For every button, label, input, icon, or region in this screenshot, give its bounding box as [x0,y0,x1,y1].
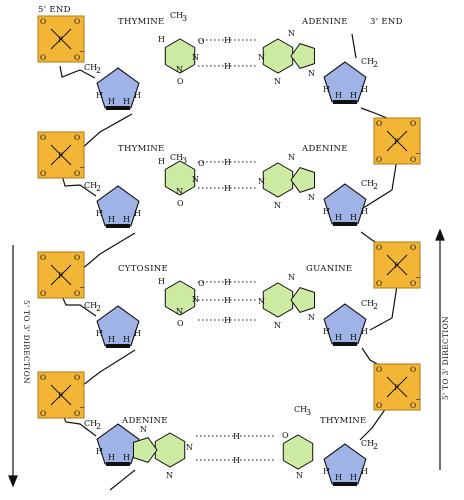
ch2-group: CH [361,439,375,448]
sugar-hydrogen: H [335,91,342,100]
ch2-group: CH [84,301,98,310]
hydrogen-bond-2 [198,62,256,71]
oxygen-atom: O [74,253,81,262]
sugar-hydrogen: H [134,329,141,338]
sugar-hydrogen: H [335,473,342,482]
base-ring-thymine-row4 [283,435,312,469]
svg-text:3: 3 [306,408,312,417]
phosphorus-atom: P [58,271,64,280]
phosphate-group-left-1 [38,16,85,62]
nitrogen-atom: N [308,69,315,78]
sugar-hydrogen: H [134,209,141,218]
hydrogen-bond-6 [198,296,256,305]
phosphate-group-left-2 [38,132,85,178]
hydrogen-bonds [196,36,276,465]
nitrogen-atom: N [140,425,147,434]
sugar-hydrogen: H [361,327,368,336]
ch2-subscript: 2 [96,184,102,193]
base-label-row2-left: THYMINE [118,144,165,154]
oxygen-atom: O [40,289,47,298]
oxygen-atom: O [40,253,47,262]
phosphorus-atom: P [58,151,64,160]
base-label-row2-right: ADENINE [302,144,348,154]
ch2-subscript: 2 [96,66,102,75]
ch2-group: CH [361,179,375,188]
oxygen-atom: O [177,199,184,208]
sugar-hydrogen: H [361,207,368,216]
sugar-ring-left-1 [84,63,141,108]
ch2-subscript: 2 [373,60,379,69]
phosphorus-atom: P [394,137,400,146]
ch2-group: CH [361,57,375,66]
phosphate-group-left-4 [38,372,85,418]
phosphorus-atom: P [394,383,400,392]
sugar-hydrogen: H [108,453,115,462]
ch2-subscript: 2 [373,182,379,191]
oxygen-atom: O [177,319,184,328]
oxygen-atom: O [74,373,81,382]
sugar-hydrogen: H [96,91,103,100]
charge-minus: − [79,47,86,56]
svg-text:3: 3 [182,14,188,23]
hydrogen-bond-8 [196,432,276,441]
oxygen-atom: O [74,133,81,142]
nitrogen-atom: N [274,201,281,210]
sugar-hydrogen: H [96,329,103,338]
nitrogen-atom: N [166,471,173,480]
nitrogen-atom: N [308,193,315,202]
sugar-hydrogen: H [335,333,342,342]
phosphorus-atom: P [58,391,64,400]
methyl-group-row4 [294,405,311,417]
hydrogen-bond-3 [198,158,256,167]
base-label-row1-left: THYMINE [118,17,165,27]
oxygen-atom: O [376,155,383,164]
bond-hydrogen: H [224,36,231,45]
oxygen-atom: O [410,279,417,288]
sugar-hydrogen: H [335,213,342,222]
bond-hydrogen: H [224,278,231,287]
phosphorus-atom: P [58,35,64,44]
phosphate-group-left-3 [38,252,85,298]
ch2-subscript: 2 [96,422,102,431]
base-ring-adenine-row2-imidazole [291,168,315,193]
base-ring-adenine-row1 [263,39,292,73]
left-direction-arrow [9,245,17,486]
charge-minus: − [79,283,86,292]
oxygen-atom: O [376,243,383,252]
hydrogen-bond-4 [198,184,256,193]
nitrogen-atom: N [274,77,281,86]
sugar-ring-right-3 [323,299,378,344]
ch2-group: CH [84,181,98,190]
bond-hydrogen: H [224,316,231,325]
nitrogen-atom: N [308,313,315,322]
sugar-hydrogen: H [323,85,330,94]
hydrogen-atom: H [158,157,165,166]
nitrogen-atom: N [274,321,281,330]
sugar-hydrogen: H [361,467,368,476]
nitrogen-atom: N [258,297,265,306]
svg-text:CH: CH [170,11,184,20]
oxygen-atom: O [376,365,383,374]
nitrogen-atom: N [192,175,199,184]
oxygen-atom: O [198,279,205,288]
phosphate-group-right-2 [374,242,421,288]
sugar-hydrogen: H [108,335,115,344]
ch2-subscript: 2 [373,442,379,451]
sugar-hydrogen: H [123,215,130,224]
nitrogen-atom: N [288,273,295,282]
three-end-label: 3' END [370,17,403,27]
base-ring-adenine-row4 [155,433,184,467]
svg-text:CH: CH [170,153,184,162]
bond-hydrogen: H [233,456,240,465]
oxygen-atom: O [177,77,184,86]
oxygen-atom: O [410,243,417,252]
charge-minus: − [79,403,86,412]
sugar-ring-right-1 [323,57,378,102]
nitrogen-atom: N [192,295,199,304]
oxygen-atom: O [40,133,47,142]
base-ring-adenine-row1-imidazole [291,44,315,69]
oxygen-atom: O [410,155,417,164]
ch2-group: CH [84,419,98,428]
hydrogen-bond-9 [196,456,276,465]
hydrogen-atom: H [158,277,165,286]
base-rings [133,29,315,480]
sugar-hydrogen: H [350,473,357,482]
sugar-hydrogen: H [323,467,330,476]
bond-hydrogen: H [224,296,231,305]
nitrogen-atom: N [258,177,265,186]
sugar-hydrogen: H [108,97,115,106]
oxygen-atom: O [40,17,47,26]
oxygen-atom: O [74,169,81,178]
oxygen-atom: O [410,401,417,410]
base-label-row4-left: ADENINE [122,416,168,426]
oxygen-atom: O [40,373,47,382]
base-ring-adenine-row4-imidazole [133,438,157,463]
charge-minus: − [415,395,422,404]
oxygen-atom: O [198,37,205,46]
base-label-row4-right: THYMINE [320,416,367,426]
base-ring-adenine-row2 [263,163,292,197]
phosphate-group-right-3 [374,364,421,410]
base-ring-guanine-row3 [263,283,292,317]
ch2-group: CH [84,63,98,72]
oxygen-atom: O [74,289,81,298]
oxygen-atom: O [376,279,383,288]
left-direction-label: 5' TO 3' DIRECTION [22,300,31,384]
nitrogen-atom: N [258,53,265,62]
nitrogen-atom: N [288,29,295,38]
bond-hydrogen: H [224,184,231,193]
oxygen-atom: O [410,119,417,128]
sugar-ring-left-2 [84,181,141,226]
nitrogen-atom: N [176,307,183,316]
phosphate-group-right-1 [374,118,421,164]
base-ring-guanine-row3-imidazole [291,288,315,313]
nitrogen-atom: N [186,443,193,452]
sugar-hydrogen: H [123,97,130,106]
nitrogen-atom: N [192,53,199,62]
sugar-ring-left-3 [84,301,141,346]
hydrogen-atom: H [158,35,165,44]
sugar-ring-right-2 [323,179,378,224]
svg-text:3: 3 [182,156,188,165]
right-direction-label: 5' TO 3' DIRECTION [441,316,450,400]
nitrogen-atom: N [296,471,303,480]
bond-hydrogen: H [224,158,231,167]
sugar-hydrogen: H [323,327,330,336]
phosphorus-atom: P [394,261,400,270]
charge-minus: − [415,273,422,282]
oxygen-atom: O [40,409,47,418]
sugar-hydrogen: H [108,215,115,224]
bond-hydrogen: H [233,432,240,441]
sugar-hydrogen: H [350,333,357,342]
charge-minus: − [79,163,86,172]
oxygen-atom: O [74,409,81,418]
sugar-hydrogen: H [361,85,368,94]
hydrogen-bond-1 [198,36,256,45]
sugar-hydrogen: H [96,209,103,218]
oxygen-atom: O [376,401,383,410]
hydrogen-bond-5 [198,278,256,287]
ch2-subscript: 2 [373,302,379,311]
sugar-hydrogen: H [123,453,130,462]
sugar-hydrogen: H [96,447,103,456]
five-end-label: 5' END [38,5,71,15]
oxygen-atom: O [40,169,47,178]
oxygen-atom: O [282,431,289,440]
sugar-hydrogen: H [350,91,357,100]
bond-hydrogen: H [224,62,231,71]
nitrogen-atom: N [176,65,183,74]
ch2-subscript: 2 [96,304,102,313]
sugar-hydrogen: H [350,213,357,222]
svg-text:CH: CH [294,405,308,414]
base-label-row3-right: GUANINE [306,264,353,274]
sugar-ring-right-4 [323,439,378,484]
nitrogen-atom: N [288,153,295,162]
methyl-group-row1 [170,11,187,23]
charge-minus: − [415,149,422,158]
oxygen-atom: O [74,53,81,62]
nitrogen-atom: N [176,187,183,196]
ch2-group: CH [361,299,375,308]
sugar-hydrogen: H [134,91,141,100]
oxygen-atom: O [410,365,417,374]
base-label-row3-left: CYTOSINE [118,264,168,274]
oxygen-atom: O [74,17,81,26]
oxygen-atom: O [40,53,47,62]
oxygen-atom: O [198,159,205,168]
sugar-hydrogen: H [123,335,130,344]
base-label-row1-right: ADENINE [302,17,348,27]
hydrogen-bond-7 [198,316,256,325]
oxygen-atom: O [376,119,383,128]
sugar-hydrogen: H [323,207,330,216]
